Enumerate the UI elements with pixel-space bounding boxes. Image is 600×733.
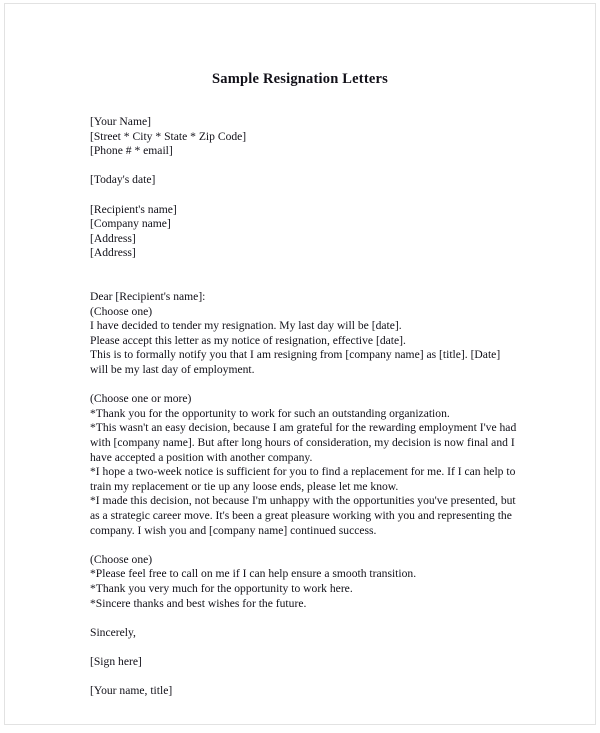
sender-address-block (90, 115, 517, 159)
sender-street-line: [Street * City * State * Zip Code] (90, 129, 247, 143)
recipient-name-line: [Recipient's name] (90, 202, 177, 216)
recipient-address-line-2: [Address] (90, 246, 136, 260)
salutation-line: Dear [Recipient's name]: (90, 290, 206, 304)
salutation-and-section-one (90, 290, 517, 378)
section-three-instruction: (Choose one) (90, 552, 153, 566)
section-two-instruction: (Choose one or more) (90, 392, 192, 406)
name-title-block (90, 684, 517, 699)
date-block (90, 173, 517, 188)
section-three-option-3: *Sincere thanks and best wishes for the future. (90, 596, 307, 610)
sender-name-line: [Your Name] (90, 114, 151, 128)
section-one-option-1: I have decided to tender my resignation. My last day will be [date]. (90, 319, 402, 333)
section-three-option-2: *Thank you very much for the opportunity to work here. (90, 581, 353, 595)
recipient-address-line-1: [Address] (90, 231, 136, 245)
closing-block (90, 626, 517, 641)
name-title-line: [Your name, title] (90, 684, 173, 698)
sender-contact-line: [Phone # * email] (90, 144, 173, 158)
section-one-option-3: This is to formally notify you that I am resigning from [company name] as [title]. [Date] will be my last day of employment. (90, 348, 501, 377)
page-title: Sample Resignation Letters (212, 71, 388, 87)
section-one-instruction: (Choose one) (90, 304, 153, 318)
letter-body (5, 115, 595, 699)
section-two-option-4: *I made this decision, not because I'm unhappy with the opportunities you've presented, but as a strategic career move. It's been a great pleasure working with you and representing the company. I wish you and [company name] continued success. (90, 494, 516, 537)
section-three-option-1: *Please feel free to call on me if I can help ensure a smooth transition. (90, 567, 417, 581)
section-two-option-2: *This wasn't an easy decision, because I am grateful for the rewarding employment I've had with [company name]. But after long hours of consideration, my decision is now final and I have accepted a position with another company. (90, 421, 517, 464)
signature-block (90, 655, 517, 670)
recipient-company-line: [Company name] (90, 217, 171, 231)
section-two (90, 392, 517, 538)
section-two-option-3: *I hope a two-week notice is sufficient for you to find a replacement for me. If I can help to train my replacement or tie up any loose ends, please let me know. (90, 465, 516, 493)
recipient-address-block (90, 203, 517, 261)
closing-line: Sincerely, (90, 625, 136, 639)
sign-here-line: [Sign here] (90, 654, 142, 668)
document-page (4, 3, 596, 725)
section-two-option-1: *Thank you for the opportunity to work for such an outstanding organization. (90, 406, 450, 420)
date-line: [Today's date] (90, 173, 156, 187)
section-one-option-2: Please accept this letter as my notice of resignation, effective [date]. (90, 333, 406, 347)
section-three (90, 553, 517, 611)
